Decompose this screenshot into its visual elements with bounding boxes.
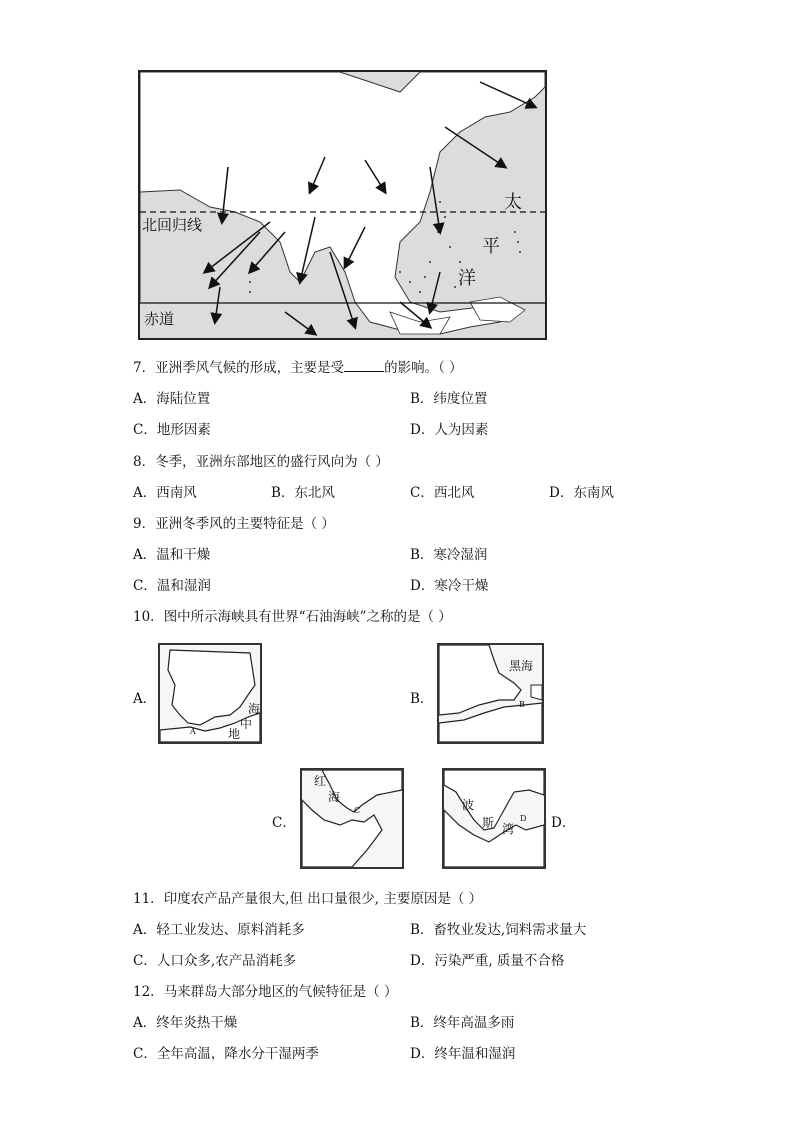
- question-number: 12．: [133, 984, 164, 1000]
- asia-monsoon-map: [138, 70, 547, 340]
- option[interactable]: D．污染严重, 质量不合格: [410, 953, 565, 969]
- question-8: [133, 453, 389, 471]
- label-si: 斯: [482, 816, 495, 830]
- question-number: 10．: [133, 609, 164, 625]
- option[interactable]: C．全年高温，降水分干湿两季: [133, 1046, 319, 1062]
- label-hai: 海: [248, 702, 261, 716]
- question-number: 11．: [133, 891, 164, 907]
- option[interactable]: A．终年炎热干燥: [133, 1015, 238, 1031]
- question-stem: 亚洲季风气候的形成，主要是受: [155, 360, 345, 376]
- option[interactable]: C．西北风: [410, 485, 475, 501]
- label-bo: 波: [462, 798, 475, 812]
- answer-blank: [344, 359, 384, 372]
- question-number: 9．: [133, 516, 156, 532]
- label-hai: 海: [328, 790, 341, 804]
- question-number: 8．: [133, 454, 156, 470]
- strait-map-a[interactable]: [158, 643, 262, 744]
- label-wan: 湾: [502, 822, 515, 836]
- tropic-label: 北回归线: [142, 216, 203, 234]
- label-hong: 红: [314, 774, 327, 788]
- option-d-label[interactable]: D．: [551, 815, 576, 831]
- question-10: [133, 608, 452, 626]
- question-7: [133, 359, 463, 377]
- point-c: C: [354, 806, 361, 815]
- ocean-label-ping: 平: [482, 236, 500, 257]
- option[interactable]: B．终年高温多雨: [410, 1015, 515, 1031]
- question-stem: 马来群岛大部分地区的气候特征是（ ）: [163, 984, 398, 1000]
- option-a-label[interactable]: A．: [133, 691, 157, 707]
- question-11: [133, 890, 482, 908]
- question-stem: 冬季，亚洲东部地区的盛行风向为（ ）: [155, 454, 389, 470]
- question-stem: 印度农产品产量很大,但 出口量很少, 主要原因是（ ）: [163, 891, 483, 907]
- option[interactable]: A．西南风: [133, 485, 197, 501]
- option[interactable]: D．人为因素: [410, 422, 489, 438]
- label-di: 地: [228, 727, 241, 741]
- point-d: D: [520, 814, 527, 823]
- point-b: B: [519, 700, 525, 709]
- option-b-label[interactable]: B．: [410, 691, 434, 707]
- option[interactable]: B．畜牧业发达,饲料需求量大: [410, 922, 587, 938]
- equator-label: 赤道: [144, 310, 175, 328]
- question-stem-end: 的影响。（ ）: [384, 360, 463, 376]
- option[interactable]: C．人口众多,农产品消耗多: [133, 953, 297, 969]
- option[interactable]: D．东南风: [549, 485, 614, 501]
- option[interactable]: B．寒冷湿润: [410, 547, 488, 563]
- asia-landmass: [140, 72, 545, 334]
- option-c-label[interactable]: C．: [272, 815, 296, 831]
- option[interactable]: C．地形因素: [133, 422, 211, 438]
- strait-map-b[interactable]: [437, 643, 544, 744]
- map-drawing: [140, 72, 547, 340]
- question-stem: 图中所示海峡具有世界“石油海峡”之称的是（ ）: [163, 609, 452, 625]
- strait-map-d[interactable]: [442, 768, 546, 869]
- option[interactable]: A．轻工业发达、原料消耗多: [133, 922, 305, 938]
- ocean-label-yang: 洋: [458, 268, 476, 289]
- ocean-label-tai: 太: [504, 192, 522, 213]
- question-12: [133, 983, 397, 1001]
- option[interactable]: B．纬度位置: [410, 391, 488, 407]
- question-stem: 亚洲冬季风的主要特征是（ ）: [155, 516, 335, 532]
- label-black-sea: 黑海: [509, 659, 534, 673]
- option[interactable]: C．温和湿润: [133, 578, 211, 594]
- option[interactable]: A．温和干燥: [133, 547, 211, 563]
- strait-map-c[interactable]: [300, 768, 404, 869]
- option[interactable]: A．海陆位置: [133, 391, 211, 407]
- point-a: A: [190, 727, 196, 736]
- option[interactable]: D．终年温和湿润: [410, 1046, 516, 1062]
- question-number: 7．: [133, 360, 156, 376]
- question-9: [133, 515, 335, 533]
- option[interactable]: D．寒冷干燥: [410, 578, 489, 594]
- option[interactable]: B．东北风: [271, 485, 335, 501]
- label-zhong: 中: [240, 717, 253, 731]
